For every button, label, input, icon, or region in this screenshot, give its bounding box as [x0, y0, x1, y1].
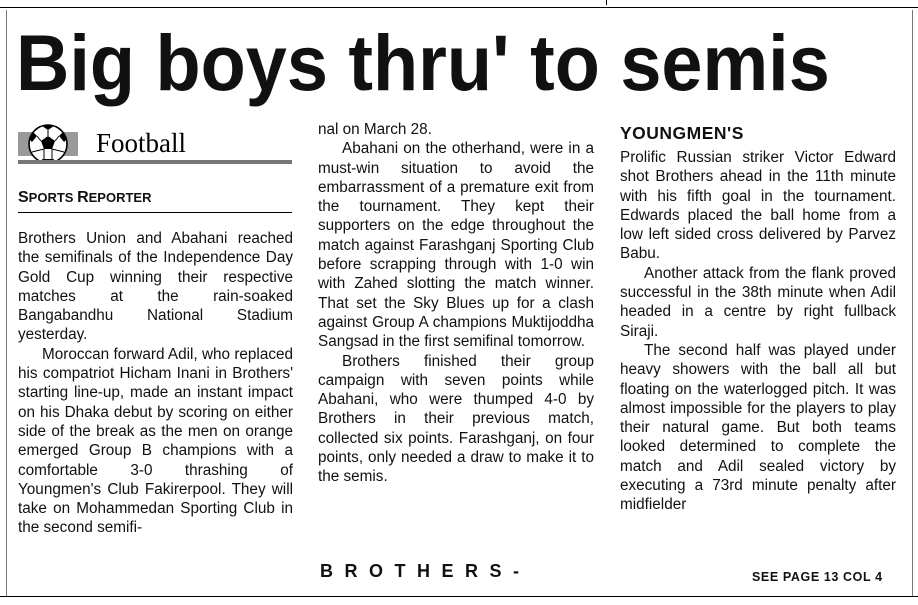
page-top-tick	[606, 0, 607, 5]
paragraph: Moroccan forward Adil, who replaced his compatriot Hicham Inani in Brothers' starting line-up, made an instant impact on his Dhaka debut by scoring on either side of the break as the men on orange emerged Group B champions with a comfortable 3-0 thrashing of Youngmen's Club Fakirerpool. They will take on Mohammedan Sporting Club in the second semifi-	[18, 345, 293, 537]
paragraph: Abahani on the otherhand, were in a must-win situation to avoid the embarrassment of a premature exit from the tournament. They kept their supporters on the edge throughout the match against Farashganj Sporting Club before scrapping through with 1-0 win with Zahed slotting the match winner. That set the Sky Blues up for a clash against Group A champions Muktijoddha Sangsad in the first semifinal tomorrow.	[318, 140, 594, 351]
kicker-rule	[18, 160, 292, 164]
paragraph: The second half was played under heavy showers with the ball all but floating on the waterlogged pitch. It was almost impossible for the players to play their natural game. But both teams looked determined to complete the match and Adil sealed victory by executing a 73rd minute penalty after midfielder	[620, 341, 896, 514]
article-column-1	[18, 229, 293, 538]
section-kicker	[18, 120, 292, 166]
paragraph: Brothers finished their group campaign with seven points while Abahani, who were thumped 4-0 by Brothers in their previous match, collected six points. Farashganj, on four points, only needed a draw to make it to the semis.	[318, 352, 594, 486]
byline-rule	[18, 212, 292, 213]
continuation-note: SEE PAGE 13 COL 4	[752, 570, 883, 584]
page-bottom-rule	[0, 596, 918, 597]
byline: SPORTS REPORTER	[18, 189, 152, 206]
page-top-rule	[0, 0, 918, 8]
paragraph: Another attack from the flank proved successful in the 38th minute when Adil headed in a centre by right fullback Siraji.	[620, 264, 896, 340]
page-right-rule	[912, 10, 913, 596]
paragraph: Brothers Union and Abahani reached the semifinals of the Independence Day Gold Cup winning their respective matches at the rain-soaked Bangabandhu National Stadium yesterday.	[18, 230, 293, 344]
kicker-label: Football	[96, 128, 187, 158]
page-left-rule	[6, 10, 7, 596]
jump-headline: BROTHERS-	[320, 561, 531, 581]
headline: Big boys thru' to semis	[16, 18, 830, 107]
article-column-2	[318, 120, 594, 487]
column-subhead: YOUNGMEN'S	[620, 123, 744, 143]
football-icon	[18, 124, 78, 164]
paragraph: nal on March 28.	[318, 121, 432, 138]
paragraph: Prolific Russian striker Victor Edward shot Brothers ahead in the 11th minute with his fifth goal in the tournament. Edwards placed the ball home from a low left sided cross delivered by Parvez Babu.	[620, 149, 896, 263]
article-column-3	[620, 148, 896, 515]
